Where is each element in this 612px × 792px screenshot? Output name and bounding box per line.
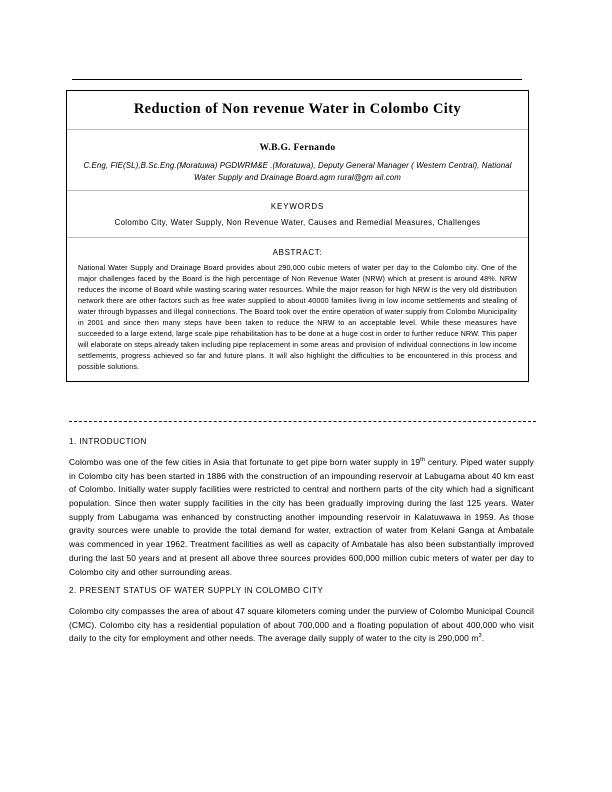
section-2-superscript: 3	[478, 633, 482, 640]
section-1-body	[69, 456, 534, 579]
abstract-label: ABSTRACT:	[272, 248, 323, 258]
section-2-heading-wrap	[69, 586, 534, 597]
section-1-body-part2: century. Piped water supply in Colombo city has been started in 1886 with the construction of an impounding reservoir at Labugama about 40 km east of Colombo. Initially water supply facilities were restricted to central and northern parts of the city which had a significant population. Since then water supply facilities in the city has been gradually improving during the last 125 years. Water supply from Labugama was enhanced by constructing another impounding reservoir in Kalatuwawa in 1959. As those gravity sources were unable to provide the total demand for water, extraction of water from Kelani Ganga at Ambatale was commenced in year 1962. Treatment facilities as well as capacity of Ambatale has also been substantially improved during the last 50 years and at present all above three sources provides 600,000 million cubic meters of water per day to Colombo city and other surrounding areas.	[69, 457, 534, 577]
keywords-label: KEYWORDS	[270, 201, 325, 211]
abstract-row	[67, 238, 528, 380]
title-row	[67, 91, 528, 130]
abstract-text: National Water Supply and Drainage Board provides about 290,000 cubic meters of water per day to the Colombo city. One of the major challenges faced by the Board is the high percentage of Non Revenue Water (NRW) which at present is around 48%. NRW reduces the income of Board while wasting scaring water resources. While the major reason for high NRW is the very old distribution network there are other factors such as free water supplied to about 40000 families living in low income settlements and stealing of water through bypasses and illegal connections. The Board took over the entire operation of water supply from Colombo Municipality in 2001 and since then many steps have been taken to reduce the NRW to an acceptable level. While these measures have succeeded to a large extend, large scale pipe rehabilitation has to be done at a huge cost in order to further reduce NRW. This paper will elaborate on steps already taken including pipe replacement in some areas and provision of individual connections in low income settlements, progress achieved so far and future plans. It will also highlight the difficulties to be encountered in this process and possible solutions.	[78, 263, 517, 371]
section-2-heading: 2. PRESENT STATUS OF WATER SUPPLY IN COLOMBO CITY	[69, 586, 324, 595]
author-block	[67, 130, 528, 189]
top-horizontal-rule	[72, 79, 522, 80]
section-1-body-wrap	[69, 456, 534, 579]
section-1-heading-wrap	[69, 437, 534, 448]
page-title: Reduction of Non revenue Water in Colombo City	[133, 101, 462, 117]
section-1-body-part1: Colombo was one of the few cities in Asia that fortunate to get pipe born water supply in 19	[69, 457, 421, 467]
section-2-body-wrap	[69, 605, 534, 646]
author-affiliation: C.Eng, FIE(SL),B.Sc.Eng.(Moratuwa) PGDWRM&E .(Moratuwa), Deputy General Manager ( Western Central), National Water Supply and Drainage Board.agm rural@gm ail.com	[83, 161, 512, 182]
section-2-body	[69, 605, 534, 646]
author-name: W.B.G. Fernando	[259, 142, 336, 154]
section-2-body-part1: Colombo city compasses the area of about 47 square kilometers coming under the purview of Colombo Municipal Council (CMC). Colombo city has a residential population of about 700,000 and a floating population of about 400,000 who visit daily to the city for employment and other needs. The average daily supply of water to the city is 290,000 m	[69, 606, 534, 644]
abstract-block	[67, 238, 528, 380]
keywords-text: Colombo City, Water Supply, Non Revenue Water, Causes and Remedial Measures, Challenges	[114, 217, 481, 227]
section-1-heading: 1. INTRODUCTION	[69, 437, 147, 446]
author-row	[67, 130, 528, 190]
section-1-superscript: th	[420, 457, 426, 464]
keywords-row	[67, 191, 528, 239]
section-2-body-part2: .	[481, 633, 485, 644]
dashed-separator	[69, 421, 536, 422]
keywords-block	[67, 191, 528, 238]
header-info-table	[66, 90, 529, 382]
